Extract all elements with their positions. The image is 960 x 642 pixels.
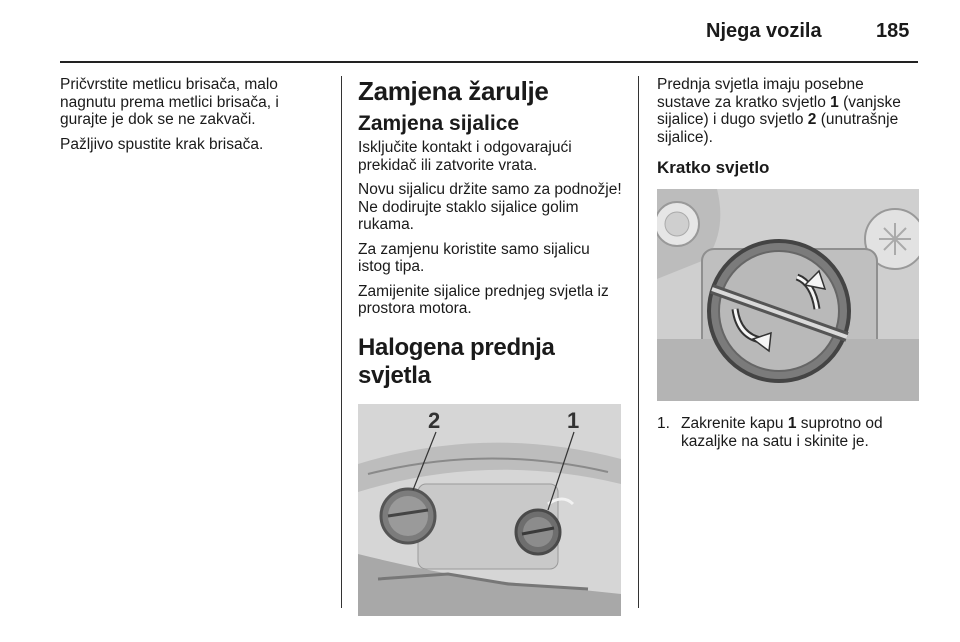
paragraph: Pažljivo spustite krak brisača. xyxy=(60,135,264,153)
subsection-title: Kratko svjetlo xyxy=(657,158,770,177)
paragraph: Prednja svjetla imaju posebne sustave za kratko svjetlo 1 (vanjske sijalice) i dugo svjetlo 2 (unutrašnje sijalice). xyxy=(657,76,901,146)
step-text: Zakrenite kapu 1 suprotno od kazaljke na satu i skinite je. xyxy=(681,415,883,450)
header-title: Njega vozila xyxy=(706,20,822,42)
column-divider-2 xyxy=(638,76,639,608)
paragraph: Novu sijalicu držite samo za podnožje! Ne dodirujte staklo sijalice golim rukama. xyxy=(358,181,622,233)
paragraph: Zamijenite sijalice prednjeg svjetla iz prostora motora. xyxy=(358,282,609,317)
paragraph: Za zamjenu koristite samo sijalicu istog tipa. xyxy=(358,240,590,275)
callout-label-2: 2 xyxy=(428,407,441,433)
callout-label-1: 1 xyxy=(567,407,580,433)
low-beam-figure xyxy=(657,189,919,401)
list-item xyxy=(657,415,919,450)
step-number: 1. xyxy=(657,415,670,432)
column-divider-1 xyxy=(341,76,342,608)
page-number: 185 xyxy=(876,20,910,42)
column-3 xyxy=(657,76,919,450)
subsection-title: Halogena prednja svjetla xyxy=(358,333,555,389)
subsection-title: Zamjena sijalice xyxy=(358,112,520,135)
section-title: Zamjena žarulje xyxy=(358,76,549,106)
column-1 xyxy=(60,76,322,160)
column-2 xyxy=(358,76,624,616)
halogen-headlight-figure xyxy=(358,404,621,616)
header-rule xyxy=(60,61,918,63)
paragraph: Pričvrstite metlicu brisača, malo nagnutu prema metlici brisača, i gurajte je dok se ne zakvači. xyxy=(60,76,279,128)
paragraph: Isključite kontakt i odgovarajući prekidač ili zatvorite vrata. xyxy=(358,139,572,174)
